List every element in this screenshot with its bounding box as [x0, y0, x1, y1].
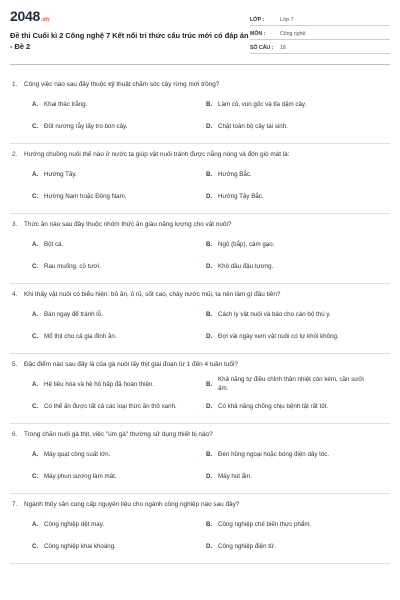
- answer-options: [10, 300, 390, 353]
- option-text: Đợi vài ngày xem vật nuôi có tự khỏi không.: [218, 332, 339, 340]
- meta-key: SỐ CÂU :: [250, 45, 274, 51]
- question-item: [10, 424, 390, 494]
- option-text: Bột cá.: [44, 240, 64, 248]
- option-label: A.: [32, 380, 39, 388]
- logo-suffix: .vn: [40, 17, 49, 23]
- answer-option[interactable]: [206, 93, 380, 115]
- question-list: [0, 74, 400, 564]
- answer-option[interactable]: [206, 255, 380, 277]
- answer-option[interactable]: [32, 115, 206, 137]
- option-text: Đèn hồng ngoại hoặc bóng điện dây tóc.: [218, 450, 330, 458]
- option-label: C.: [32, 472, 39, 480]
- answer-options: [10, 230, 390, 283]
- question-line: [10, 494, 390, 510]
- answer-option[interactable]: [206, 373, 380, 395]
- meta-row-count: [250, 40, 390, 54]
- site-logo[interactable]: [10, 8, 49, 24]
- answer-option[interactable]: [32, 255, 206, 277]
- meta-value: Công nghệ: [280, 31, 306, 37]
- option-text: Hướng Tây.: [44, 170, 77, 178]
- option-text: Mổ thịt cho cả gia đình ăn.: [44, 332, 117, 340]
- option-label: B.: [206, 100, 213, 108]
- answer-option[interactable]: [32, 163, 206, 185]
- option-label: C.: [32, 542, 39, 550]
- option-label: C.: [32, 122, 39, 130]
- question-text: Công việc nào sau đây thuộc kỹ thuật chăm sóc cây rừng mới trồng?: [24, 81, 220, 88]
- answer-option[interactable]: [206, 325, 380, 347]
- meta-row-class: [250, 12, 390, 26]
- logo-text: 2048: [10, 8, 40, 24]
- option-label: C.: [32, 192, 39, 200]
- answer-option[interactable]: [32, 325, 206, 347]
- question-number: 6.: [12, 431, 18, 438]
- option-label: B.: [206, 450, 213, 458]
- meta-value: 18: [280, 45, 286, 51]
- option-text: Máy hút ẩm.: [218, 472, 253, 480]
- answer-option[interactable]: [32, 93, 206, 115]
- answer-option[interactable]: [206, 513, 380, 535]
- meta-table: [250, 12, 390, 54]
- answer-option[interactable]: [206, 465, 380, 487]
- question-text: Trong chăn nuôi gà thịt, việc "úm gà" thường sử dụng thiết bị nào?: [24, 431, 213, 438]
- question-item: [10, 144, 390, 214]
- option-label: A.: [32, 240, 39, 248]
- option-text: Rau muống, cỏ tươi.: [44, 262, 101, 270]
- answer-option[interactable]: [32, 535, 206, 557]
- option-text: Công nghiệp dệt may.: [44, 520, 105, 528]
- answer-option[interactable]: [206, 185, 380, 207]
- option-label: B.: [206, 520, 213, 528]
- option-text: Công nghiệp điện tử.: [218, 542, 276, 550]
- option-label: A.: [32, 100, 39, 108]
- option-text: Làm cỏ, vun gốc và tỉa dặm cây.: [218, 100, 307, 108]
- answer-option[interactable]: [206, 115, 380, 137]
- answer-options: [10, 510, 390, 563]
- answer-option[interactable]: [32, 443, 206, 465]
- answer-option[interactable]: [32, 233, 206, 255]
- option-label: D.: [206, 472, 213, 480]
- question-item: [10, 494, 390, 564]
- question-line: [10, 74, 390, 90]
- option-text: Có thể ăn được tất cả các loại thức ăn thô xanh.: [44, 402, 177, 410]
- question-item: [10, 284, 390, 354]
- question-line: [10, 354, 390, 370]
- option-text: Khô dầu đậu tương.: [218, 262, 274, 270]
- option-text: Có khả năng chống chịu bệnh tật rất tốt.: [218, 402, 329, 410]
- question-number: 5.: [12, 361, 18, 368]
- question-text: Đặc điểm nào sau đây là của gà nuôi lấy thịt giai đoạn từ 1 đến 4 tuần tuổi?: [24, 361, 238, 368]
- document-title: Đề thi Cuối kì 2 Công nghệ 7 Kết nối tri thức cấu trúc mới có đáp án - Đề 2: [10, 31, 249, 51]
- question-item: [10, 354, 390, 424]
- question-item: [10, 74, 390, 144]
- option-text: Chặt toàn bộ cây tái sinh.: [218, 122, 288, 130]
- option-label: B.: [206, 380, 213, 388]
- question-text: Ngành thủy sản cung cấp nguyên liệu cho ngành công nghiệp nào sau đây?: [24, 501, 240, 508]
- option-label: A.: [32, 450, 39, 458]
- answer-option[interactable]: [32, 513, 206, 535]
- option-text: Máy quạt công suất lớn.: [44, 450, 111, 458]
- option-text: Cách ly vật nuôi và báo cho cán bộ thú y.: [218, 310, 331, 318]
- answer-options: [10, 90, 390, 143]
- question-line: [10, 284, 390, 300]
- header-divider: [10, 64, 390, 65]
- answer-option[interactable]: [206, 535, 380, 557]
- option-label: D.: [206, 192, 213, 200]
- option-text: Ngô (bắp), cám gạo.: [218, 240, 275, 248]
- answer-options: [10, 440, 390, 493]
- option-label: A.: [32, 520, 39, 528]
- option-text: Khả năng tự điều chỉnh thân nhiệt còn kém, cần sưởi ấm.: [218, 376, 364, 392]
- option-label: D.: [206, 122, 213, 130]
- answer-option[interactable]: [32, 303, 206, 325]
- answer-option[interactable]: [32, 185, 206, 207]
- meta-value: Lớp 7: [280, 17, 294, 23]
- option-label: D.: [206, 332, 213, 340]
- question-line: [10, 144, 390, 160]
- question-item: [10, 214, 390, 284]
- question-text: Hướng chuồng nuôi thế nào ở nước ta giúp vật nuôi tránh được nắng nóng và đón gió mát là:: [24, 151, 290, 158]
- answer-options: [10, 370, 390, 423]
- option-text: Khai thác trắng.: [44, 100, 88, 108]
- option-text: Máy phun sương làm mát.: [44, 472, 117, 480]
- option-label: B.: [206, 240, 213, 248]
- answer-options: [10, 160, 390, 213]
- option-label: B.: [206, 310, 213, 318]
- option-text: Hướng Tây Bắc.: [218, 192, 264, 200]
- answer-option[interactable]: [206, 233, 380, 255]
- option-text: Hướng Nam hoặc Đông Nam.: [44, 192, 127, 200]
- question-text: Thức ăn nào sau đây thuộc nhóm thức ăn giàu năng lượng cho vật nuôi?: [24, 221, 232, 228]
- option-label: D.: [206, 262, 213, 270]
- option-text: Công nghiệp chế biến thực phẩm.: [218, 520, 312, 528]
- answer-option[interactable]: [206, 163, 380, 185]
- option-label: C.: [32, 262, 39, 270]
- option-label: D.: [206, 402, 213, 410]
- option-text: Đốt nương rẫy lấy tro bón cây.: [44, 122, 128, 130]
- option-text: Hướng Bắc.: [218, 170, 252, 178]
- option-text: Công nghiệp khai khoáng.: [44, 542, 116, 550]
- meta-row-subject: [250, 26, 390, 40]
- document-header: [0, 0, 400, 70]
- meta-key: MÔN :: [250, 31, 266, 37]
- question-text: Khi thấy vật nuôi có biểu hiện: bỏ ăn, ủ rũ, sốt cao, chảy nước mũi, ta nên làm gì đầu tiên?: [24, 291, 281, 298]
- question-number: 1.: [12, 81, 18, 88]
- option-label: B.: [206, 170, 213, 178]
- option-label: C.: [32, 402, 39, 410]
- answer-option[interactable]: [32, 465, 206, 487]
- question-number: 3.: [12, 221, 18, 228]
- option-text: Bán ngay để tránh lỗ.: [44, 310, 103, 318]
- question-line: [10, 424, 390, 440]
- option-label: D.: [206, 542, 213, 550]
- question-line: [10, 214, 390, 230]
- option-label: C.: [32, 332, 39, 340]
- option-label: A.: [32, 170, 39, 178]
- answer-option[interactable]: [32, 395, 206, 417]
- answer-option[interactable]: [32, 373, 206, 395]
- answer-option[interactable]: [206, 443, 380, 465]
- question-number: 4.: [12, 291, 18, 298]
- question-number: 2.: [12, 151, 18, 158]
- answer-option[interactable]: [206, 303, 380, 325]
- answer-option[interactable]: [206, 395, 380, 417]
- option-text: Hệ tiêu hóa và hệ hô hấp đã hoàn thiện.: [44, 380, 155, 388]
- meta-key: LỚP :: [250, 17, 265, 23]
- option-label: A.: [32, 310, 39, 318]
- question-number: 7.: [12, 501, 18, 508]
